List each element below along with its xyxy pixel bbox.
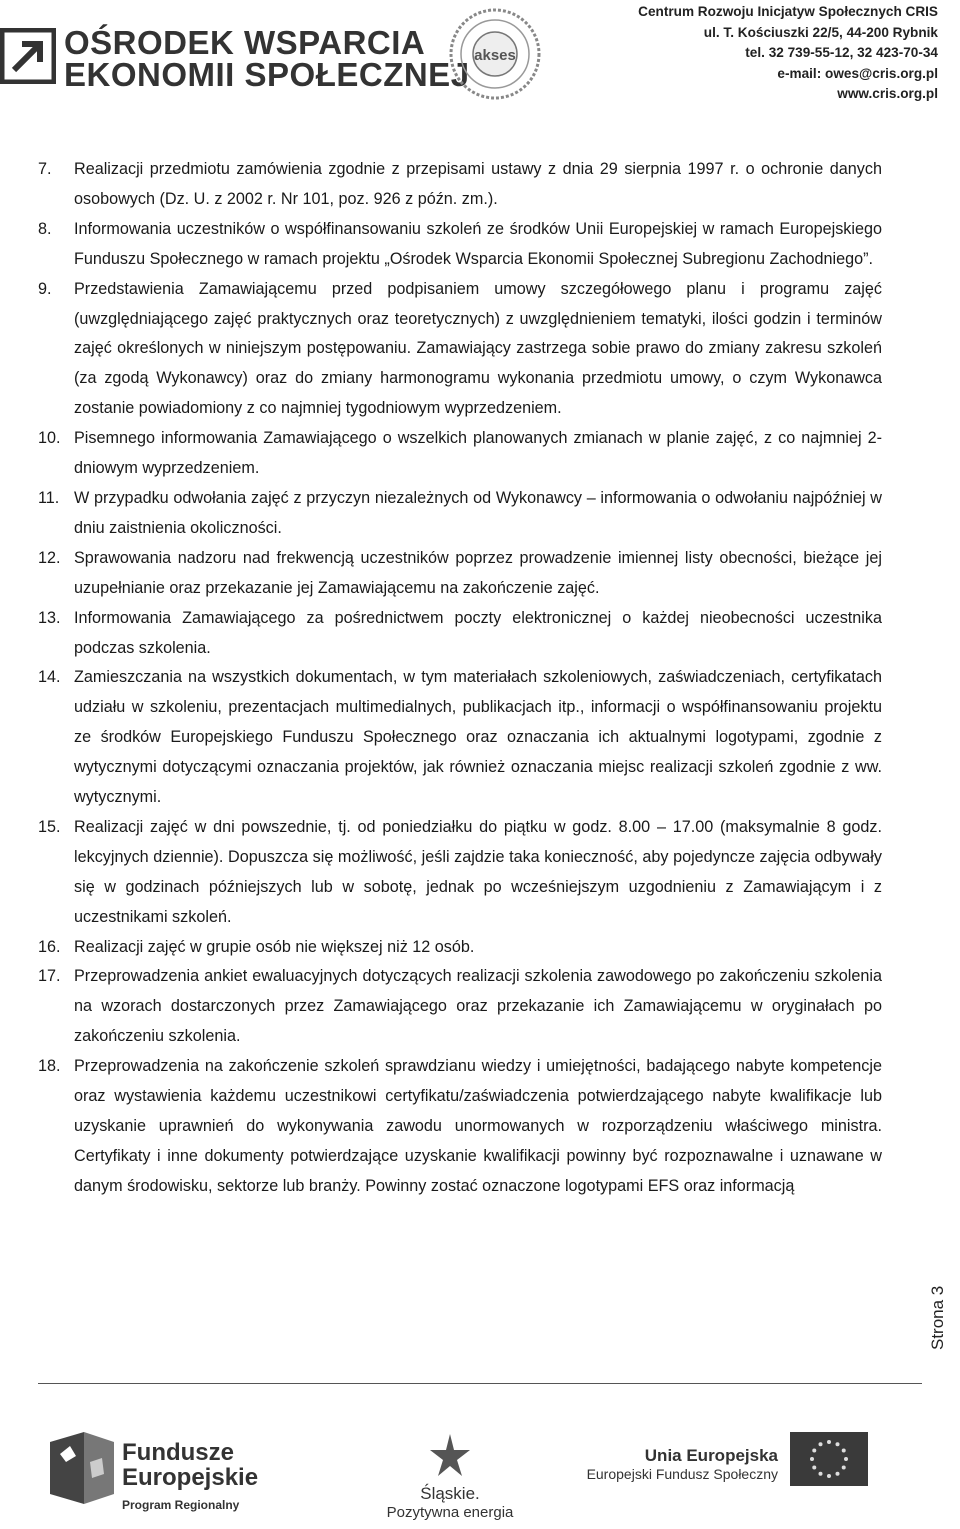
eu-star-icon xyxy=(842,1449,846,1453)
page-number: Strona 3 xyxy=(928,1285,947,1350)
eu-star-icon xyxy=(810,1457,814,1461)
list-item: 7. Realizacji przedmiotu zamówienia zgodnie z przepisami ustawy z dnia 29 sierpnia 1997 r. o ochronie danych osobowych (Dz. U. z 2002 r. Nr 101, poz. 926 z późn. zm.). xyxy=(38,160,882,208)
eu-star-icon xyxy=(819,1442,823,1446)
list-item: 15. Realizacji zajęć w dni powszednie, tj. od poniedziałku do piątku w godz. 8.00 – 17.00 (maksymalnie 8 godz. lekcyjnych dziennie). Dopuszcza się możliwość, jeśli zajdzie taka konieczność, aby pojedyncze zajęcia odbywały się w godzinach późniejszych lub w sobotę, jednak po wcześniejszym uzgodnieniu z Zamawiającym i z uczestnikami szkoleń. xyxy=(38,817,882,926)
list-item: 13. Informowania Zamawiającego za pośrednictwem poczty elektronicznej o każdej nieobecności uczestnika podczas szkolenia. xyxy=(38,608,882,657)
akses-seal-icon xyxy=(447,6,543,102)
fundusze-europejskie-icon xyxy=(50,1432,114,1504)
eu-star-icon xyxy=(812,1466,816,1470)
list-item: 18. Przeprowadzenia na zakończenie szkoleń sprawdzianu wiedzy i umiejętności, badającego nabyte kompetencje oraz wystawienia każdemu uczestnikowi certyfikatu/zaświadczenia potwierdzającego nabyte kwalifikacje lub uzyskanie uprawnień do wykonywania zawodu unormowanych w rozporządzeniu właściwego ministra. Certyfikaty i inne dokumenty potwierdzające uzyskanie kwalifikacji powinny być rozpoznawalne i uznawane w danym środowisku, sektorze lub branży. Powinny zostać oznaczone logotypami EFS oraz informacją xyxy=(38,1057,882,1195)
slaskie-logo xyxy=(380,1432,520,1521)
list-item: 10. Pisemnego informowania Zamawiającego o wszelkich planowanych zmianach w planie zajęć, z co najmniej 2-dniowym wyprzedzeniem. xyxy=(38,429,882,478)
fe-line-3: Program Regionalny xyxy=(122,1498,240,1512)
eu-star-icon xyxy=(836,1472,840,1476)
fundusze-europejskie-logo xyxy=(122,1440,258,1512)
ue-line-1: Unia Europejska xyxy=(644,1446,778,1465)
slaskie-star-icon xyxy=(420,1432,480,1482)
list-item: 9. Przedstawienia Zamawiającemu przed podpisaniem umowy szczegółowego planu i programu zajęć (uwzględniającego zajęć praktycznych oraz teoretycznych) z uwzględnieniem tematyki, ilości godzin i terminów zajęć określonych w niniejszym postępowaniu. Zamawiający zastrzega sobie prawo do zmiany zakresu szkoleń (za zgodą Wykonawcy) oraz do zmiany harmonogramu wykonania przedmiotu umowy, o czym Wykonawca zostanie powiadomiony z co najmniej tygodniowym wyprzedzeniem. xyxy=(38,279,882,418)
list-item: 14. Zamieszczania na wszystkich dokumentach, w tym materiałach szkoleniowych, zaświadczeniach, certyfikatach udziału w szkoleniu, prezentacjach multimedialnych, publikacjach itp., informacji o współfinansowaniu projektu ze środków Europejskiego Funduszu Społecznego oraz oznaczania ich aktualnymi logotypami, zgodnie z wytycznymi dotyczącymi oznaczania projektów, jak również oznaczania miejsc realizacji szkoleń zgodnie z ww. wytycznymi. xyxy=(38,668,882,807)
eu-star-icon xyxy=(836,1442,840,1446)
logo-line-1: OŚRODEK WSPARCIA xyxy=(64,24,426,61)
fe-line-2: Europejskie xyxy=(122,1464,259,1491)
requirements-list xyxy=(38,155,882,1202)
eu-star-icon xyxy=(844,1457,848,1461)
footer-divider xyxy=(38,1383,922,1384)
contact-org: Centrum Rozwoju Inicjatyw Społecznych CRIS xyxy=(638,4,938,19)
contact-phone: tel. 32 739-55-12, 32 423-70-34 xyxy=(745,45,938,60)
list-item: 8. Informowania uczestników o współfinansowaniu szkoleń ze środków Unii Europejskiej w ramach Europejskiego Funduszu Społecznego w ramach projektu „Ośrodek Wsparcia Ekonomii Społecznej Subregionu Zachodniego”. xyxy=(38,219,882,268)
list-item: 11. W przypadku odwołania zajęć z przyczyn niezależnych od Wykonawcy – informowania o odwołaniu najpóźniej w dniu zaistnienia okoliczności. xyxy=(38,488,882,537)
ue-logo-text xyxy=(580,1446,778,1482)
seal-text: akses xyxy=(474,47,516,64)
eu-star-icon xyxy=(819,1472,823,1476)
ue-line-2: Europejski Fundusz Społeczny xyxy=(586,1466,778,1482)
list-item: 16. Realizacji zajęć w grupie osób nie większej niż 12 osób. xyxy=(38,937,475,956)
owes-logo-icon xyxy=(0,28,56,84)
slaskie-line-2: Pozytywna energia xyxy=(386,1504,514,1521)
contact-website[interactable]: www.cris.org.pl xyxy=(837,86,938,101)
contact-email[interactable]: e-mail: owes@cris.org.pl xyxy=(777,65,938,81)
eu-flag-icon xyxy=(790,1432,868,1486)
fe-line-1: Fundusze xyxy=(122,1439,234,1466)
eu-star-icon xyxy=(827,1440,831,1444)
eu-star-icon xyxy=(812,1449,816,1453)
list-item: 17. Przeprowadzenia ankiet ewaluacyjnych dotyczących realizacji szkolenia zawodowego po zakończeniu szkolenia na wzorach dostarczonych przez Zamawiającego oraz przekazanie ich Zamawiającemu w oryginałach po zakończeniu szkolenia. xyxy=(38,967,882,1046)
contact-address: ul. T. Kościuszki 22/5, 44-200 Rybnik xyxy=(703,24,938,40)
slaskie-line-1: Śląskie. xyxy=(420,1484,480,1503)
list-item: 12. Sprawowania nadzoru nad frekwencją uczestników poprzez prowadzenie imiennej listy obecności, bieżące jej uzupełnianie oraz przekazanie jej Zamawiającemu na zakończenie zajęć. xyxy=(38,548,882,597)
contact-block xyxy=(638,2,938,105)
logo-line-2: EKONOMII SPOŁECZNEJ xyxy=(64,56,470,93)
eu-star-icon xyxy=(842,1466,846,1470)
eu-star-icon xyxy=(827,1474,831,1478)
owes-logo xyxy=(0,22,470,93)
